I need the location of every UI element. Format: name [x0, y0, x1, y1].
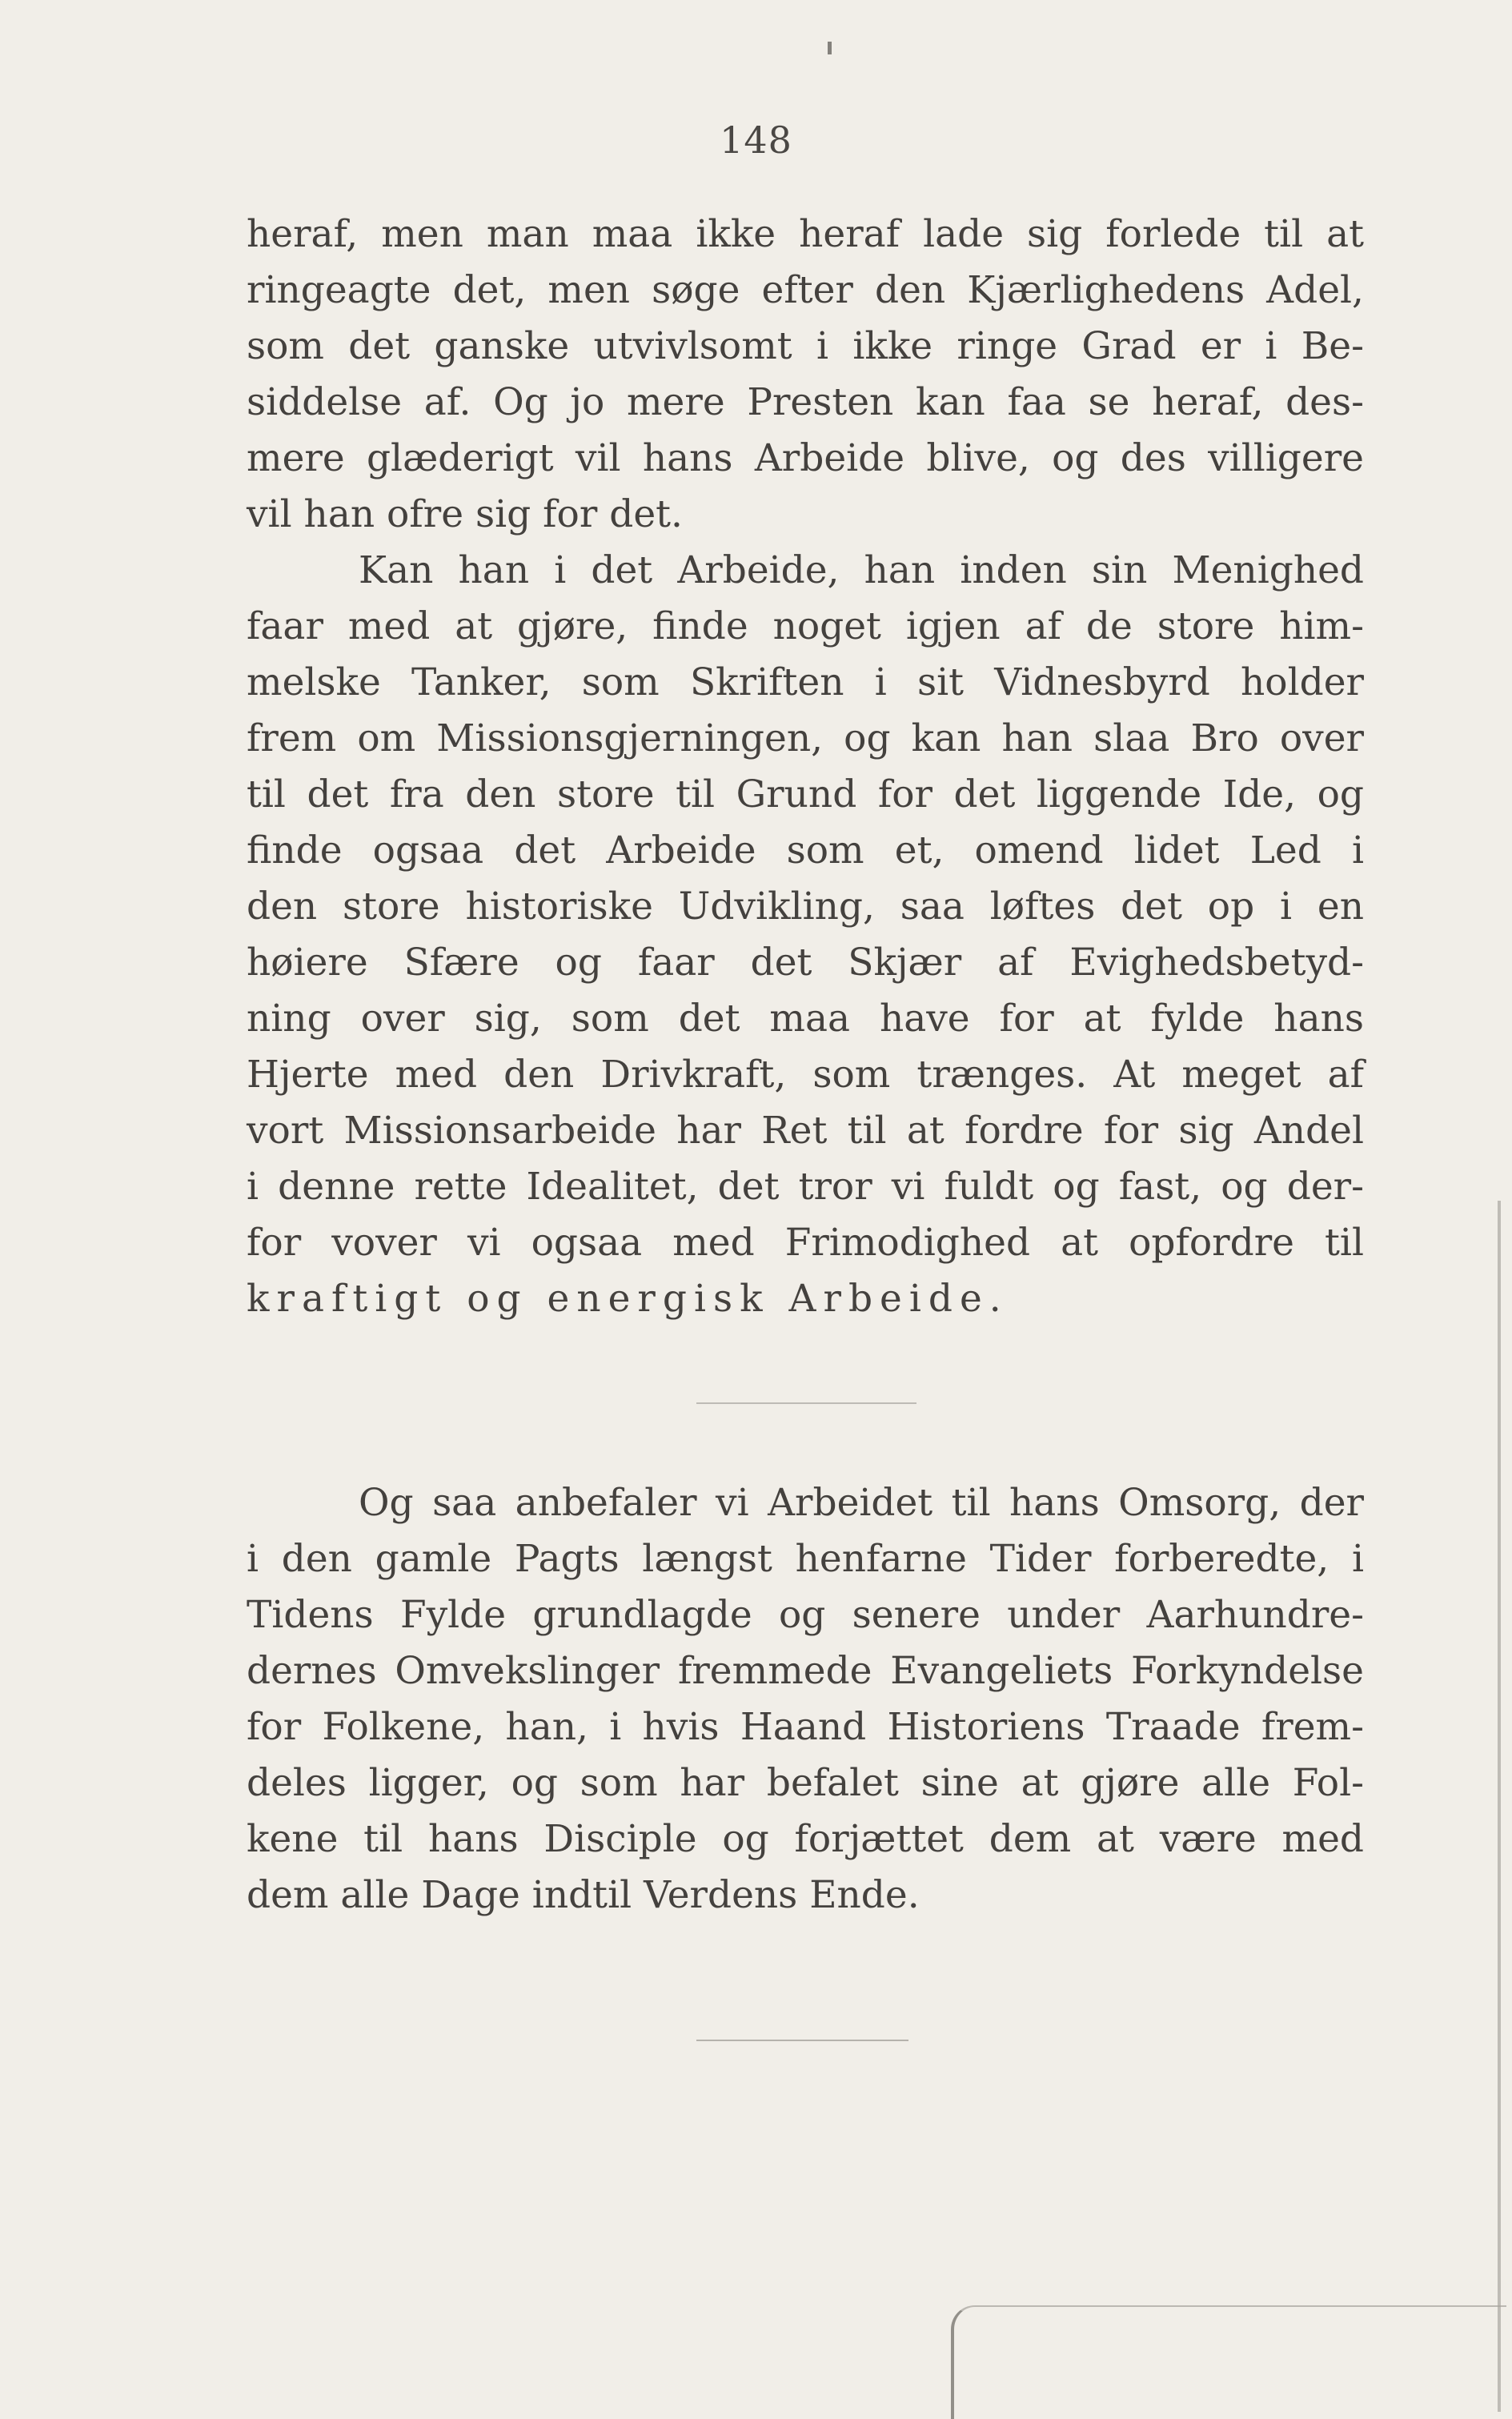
text-line: frem om Missionsgjerningen, og kan han slaa Bro over — [247, 716, 1364, 760]
text-line: dem alle Dage indtil Verdens Ende. — [247, 1873, 920, 1917]
text-line: for Folkene, han, i hvis Haand Historiens Traade frem- — [247, 1705, 1364, 1749]
text-line: i denne rette Idealitet, det tror vi fuldt og fast, og der- — [247, 1165, 1364, 1209]
text-line: dernes Omvekslinger fremmede Evangeliets Forkyndelse — [247, 1649, 1364, 1693]
print-mark — [828, 42, 832, 54]
text-line: for vover vi ogsaa med Frimodighed at opfordre til — [247, 1221, 1364, 1265]
text-line: faar med at gjøre, finde noget igjen af de store him- — [247, 604, 1364, 648]
page-number: 148 — [720, 118, 792, 162]
text-line: i den gamle Pagts længst henfarne Tider forberedte, i — [247, 1537, 1364, 1581]
scan-card-corner — [951, 2305, 1506, 2419]
page-edge-shadow — [1498, 1201, 1501, 2412]
section-divider — [696, 1402, 916, 1404]
text-line: den store historiske Udvikling, saa løftes det op i en — [247, 885, 1364, 929]
text-block-main — [247, 207, 1364, 1327]
text-line: vil han ofre sig for det. — [247, 492, 683, 536]
text-line: ning over sig, som det maa have for at fylde hans — [247, 997, 1364, 1041]
text-line: melske Tanker, som Skriften i sit Vidnesbyrd holder — [247, 660, 1364, 704]
paragraph-2 — [247, 543, 1364, 1327]
text-line: siddelse af. Og jo mere Presten kan faa se heraf, des- — [247, 380, 1364, 424]
paragraph-3 — [247, 1475, 1364, 1924]
text-line: kraftigt og energisk Arbeide. — [247, 1277, 1009, 1321]
text-line: ringeagte det, men søge efter den Kjærlighedens Adel, — [247, 268, 1364, 312]
text-line: heraf, men man maa ikke heraf lade sig forlede til at — [247, 212, 1364, 256]
text-line: Tidens Fylde grundlagde og senere under Aarhundre- — [247, 1593, 1364, 1637]
text-line: som det ganske utvivlsomt i ikke ringe Grad er i Be- — [247, 324, 1364, 368]
text-line: Hjerte med den Drivkraft, som trænges. At meget af — [247, 1053, 1364, 1097]
text-line: høiere Sfære og faar det Skjær af Evighedsbetyd- — [247, 941, 1364, 985]
paragraph-1 — [247, 207, 1364, 543]
text-line: til det fra den store til Grund for det liggende Ide, og — [247, 772, 1364, 816]
text-line: finde ogsaa det Arbeide som et, omend lidet Led i — [247, 828, 1364, 873]
text-line: Og saa anbefaler vi Arbeidet til hans Omsorg, der — [359, 1481, 1364, 1525]
text-line: vort Missionsarbeide har Ret til at fordre for sig Andel — [247, 1109, 1364, 1153]
end-divider — [696, 2040, 908, 2041]
text-line: deles ligger, og som har befalet sine at gjøre alle Fol- — [247, 1761, 1364, 1805]
text-line: mere glæderigt vil hans Arbeide blive, og des villigere — [247, 436, 1364, 480]
text-line: kene til hans Disciple og forjættet dem at være med — [247, 1817, 1364, 1861]
text-line: Kan han i det Arbeide, han inden sin Menighed — [359, 548, 1364, 592]
text-block-closing — [247, 1475, 1364, 1924]
